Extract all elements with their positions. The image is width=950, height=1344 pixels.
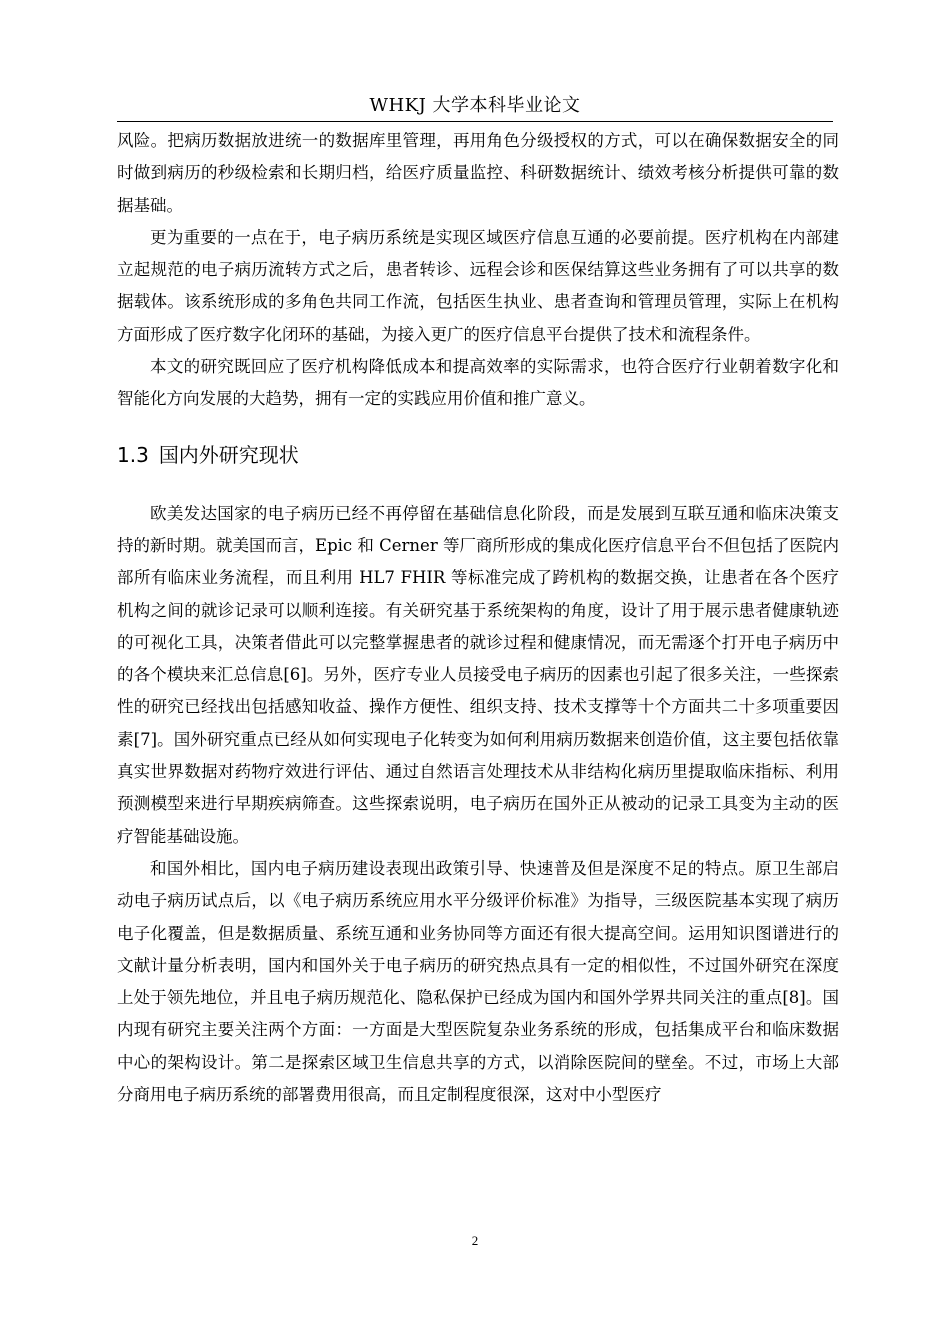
- document-body: [117, 125, 839, 1111]
- paragraph-value: 本文的研究既回应了医疗机构降低成本和提高效率的实际需求，也符合医疗行业朝着数字化和智能化方向发展的大趋势，拥有一定的实践应用价值和推广意义。: [117, 357, 839, 409]
- paragraph-continuation: 风险。把病历数据放进统一的数据库里管理，再用角色分级授权的方式，可以在确保数据安全的同时做到病历的秒级检索和长期归档，给医疗质量监控、科研数据统计、绩效考核分析提供可靠的数据基础。: [117, 131, 839, 215]
- page-header-title: WHKJ 大学本科毕业论文: [369, 95, 581, 116]
- page-number: 2: [471, 1233, 479, 1248]
- section-title: 国内外研究现状: [158, 442, 299, 467]
- header-divider: [117, 121, 833, 122]
- paragraph-foreign-research: 欧美发达国家的电子病历已经不再停留在基础信息化阶段，而是发展到互联互通和临床决策支持的新时期。就美国而言，Epic 和 Cerner 等厂商所形成的集成化医疗信息平台不但包括了医院内部所有临床业务流程，而且利用 HL7 FHIR 等标准完成了跨机构的数据交换，让患者在各个医疗机构之间的就诊记录可以顺利连接。有关研究基于系统架构的角度，设计了用于展示患者健康轨迹的可视化工具，决策者借此可以完整掌握患者的就诊过程和健康情况，而无需逐个打开电子病历中的各个模块来汇总信息[6]。另外，医疗专业人员接受电子病历的因素也引起了很多关注，一些探索性的研究已经找出包括感知收益、操作方便性、组织支持、技术支撑等十个方面共二十多项重要因素[7]。国外研究重点已经从如何实现电子化转变为如何利用病历数据来创造价值，这主要包括依靠真实世界数据对药物疗效进行评估、通过自然语言处理技术从非结构化病历里提取临床指标、利用预测模型来进行早期疾病筛查。这些探索说明，电子病历在国外正从被动的记录工具变为主动的医疗智能基础设施。: [117, 503, 839, 846]
- paragraph-domestic-research: 和国外相比，国内电子病历建设表现出政策引导、快速普及但是深度不足的特点。原卫生部启动电子病历试点后，以《电子病历系统应用水平分级评价标准》为指导，三级医院基本实现了病历电子化覆盖，但是数据质量、系统互通和业务协同等方面还有很大提高空间。运用知识图谱进行的文献计量分析表明，国内和国外关于电子病历的研究热点具有一定的相似性，不过国外研究在深度上处于领先地位，并且电子病历规范化、隐私保护已经成为国内和国外学界共同关注的重点[8]。国内现有研究主要关注两个方面：一方面是大型医院复杂业务系统的形成，包括集成平台和临床数据中心的架构设计。第二是探索区域卫生信息共享的方式，以消除医院间的壁垒。不过，市场上大部分商用电子病历系统的部署费用很高，而且定制程度很深，这对中小型医疗: [117, 858, 839, 1105]
- paragraph-significance: 更为重要的一点在于，电子病历系统是实现区域医疗信息互通的必要前提。医疗机构在内部建立起规范的电子病历流转方式之后，患者转诊、远程会诊和医保结算这些业务拥有了可以共享的数据载体。该系统形成的多角色共同工作流，包括医生执业、患者查询和管理员管理，实际上在机构方面形成了医疗数字化闭环的基础，为接入更广的医疗信息平台提供了技术和流程条件。: [117, 227, 839, 344]
- section-number: 1.3: [117, 442, 149, 467]
- section-heading: [117, 439, 839, 471]
